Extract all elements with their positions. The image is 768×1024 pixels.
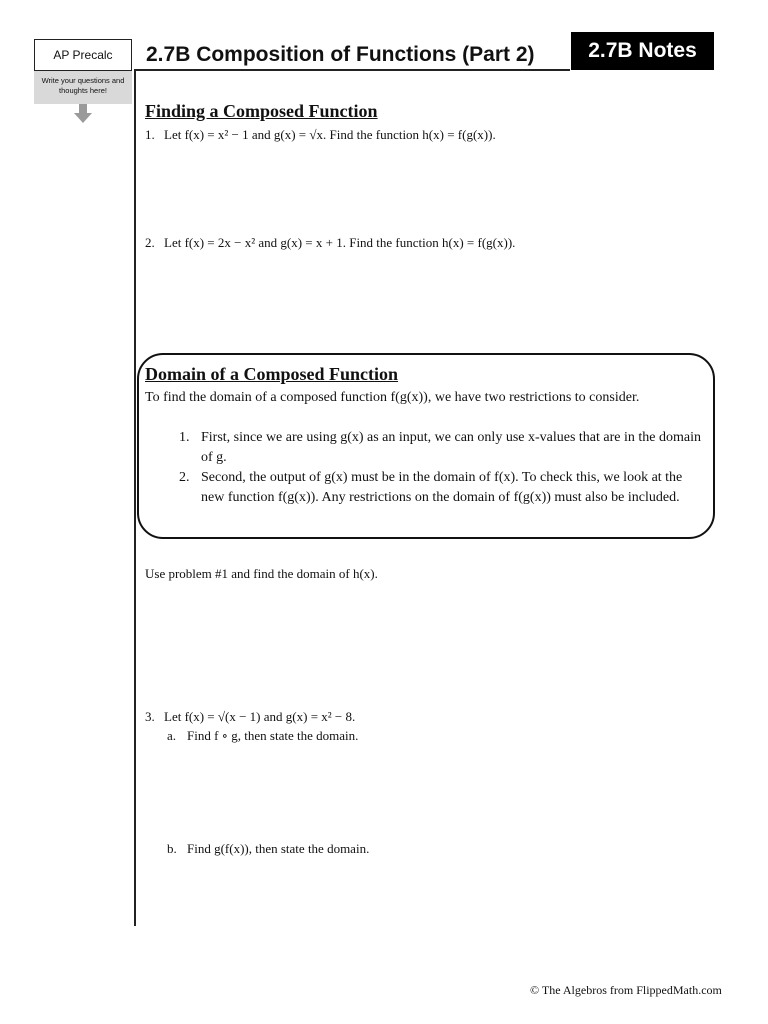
part-letter: b. [167,841,177,856]
list-item [179,428,709,468]
page-title: 2.7B Composition of Functions (Part 2) [146,43,535,66]
list-item-text: Second, the output of g(x) must be in the domain of f(x). To check this, we look at the new function f(g(x)). Any restrictions on the domain of f(g(x)) must also be included. [201,470,683,505]
problem-3a [167,727,358,745]
section-heading-domain: Domain of a Composed Function [145,364,399,384]
copyright-footer: © The Algebros from FlippedMath.com [530,983,722,997]
problem-text: Let f(x) = √(x − 1) and g(x) = x² − 8. [164,709,356,724]
part-letter: a. [167,728,177,743]
part-text: Find f ∘ g, then state the domain. [187,728,359,743]
section-heading-finding: Finding a Composed Function [145,101,378,121]
note-prompt: Write your questions and thoughts here! [34,71,132,104]
domain-restrictions-list [179,428,709,508]
problem-3b [167,840,369,858]
domain-intro: To find the domain of a composed function f(g(x)), we have two restrictions to consider. [145,390,640,405]
margin-divider [134,70,136,926]
problem-2 [145,234,515,252]
problem-text: Let f(x) = 2x − x² and g(x) = x + 1. Find the function h(x) = f(g(x)). [164,235,516,250]
list-item-number: 1. [179,430,190,445]
notes-badge: 2.7B Notes [571,32,714,70]
problem-number: 3. [145,709,155,724]
list-item-number: 2. [179,470,190,485]
problem-3 [145,708,355,726]
list-item-text: First, since we are using g(x) as an input, we can only use x-values that are in the domain of g. [201,430,701,465]
course-label: AP Precalc [34,39,132,71]
list-item [179,468,709,508]
title-rule [134,69,570,71]
part-text: Find g(f(x)), then state the domain. [187,841,370,856]
problem-1 [145,126,496,144]
problem-number: 2. [145,235,155,250]
problem-text: Let f(x) = x² − 1 and g(x) = √x. Find the function h(x) = f(g(x)). [164,127,496,142]
problem-number: 1. [145,127,155,142]
use-problem-prompt: Use problem #1 and find the domain of h(x). [145,566,378,581]
arrow-down-icon [73,104,93,124]
